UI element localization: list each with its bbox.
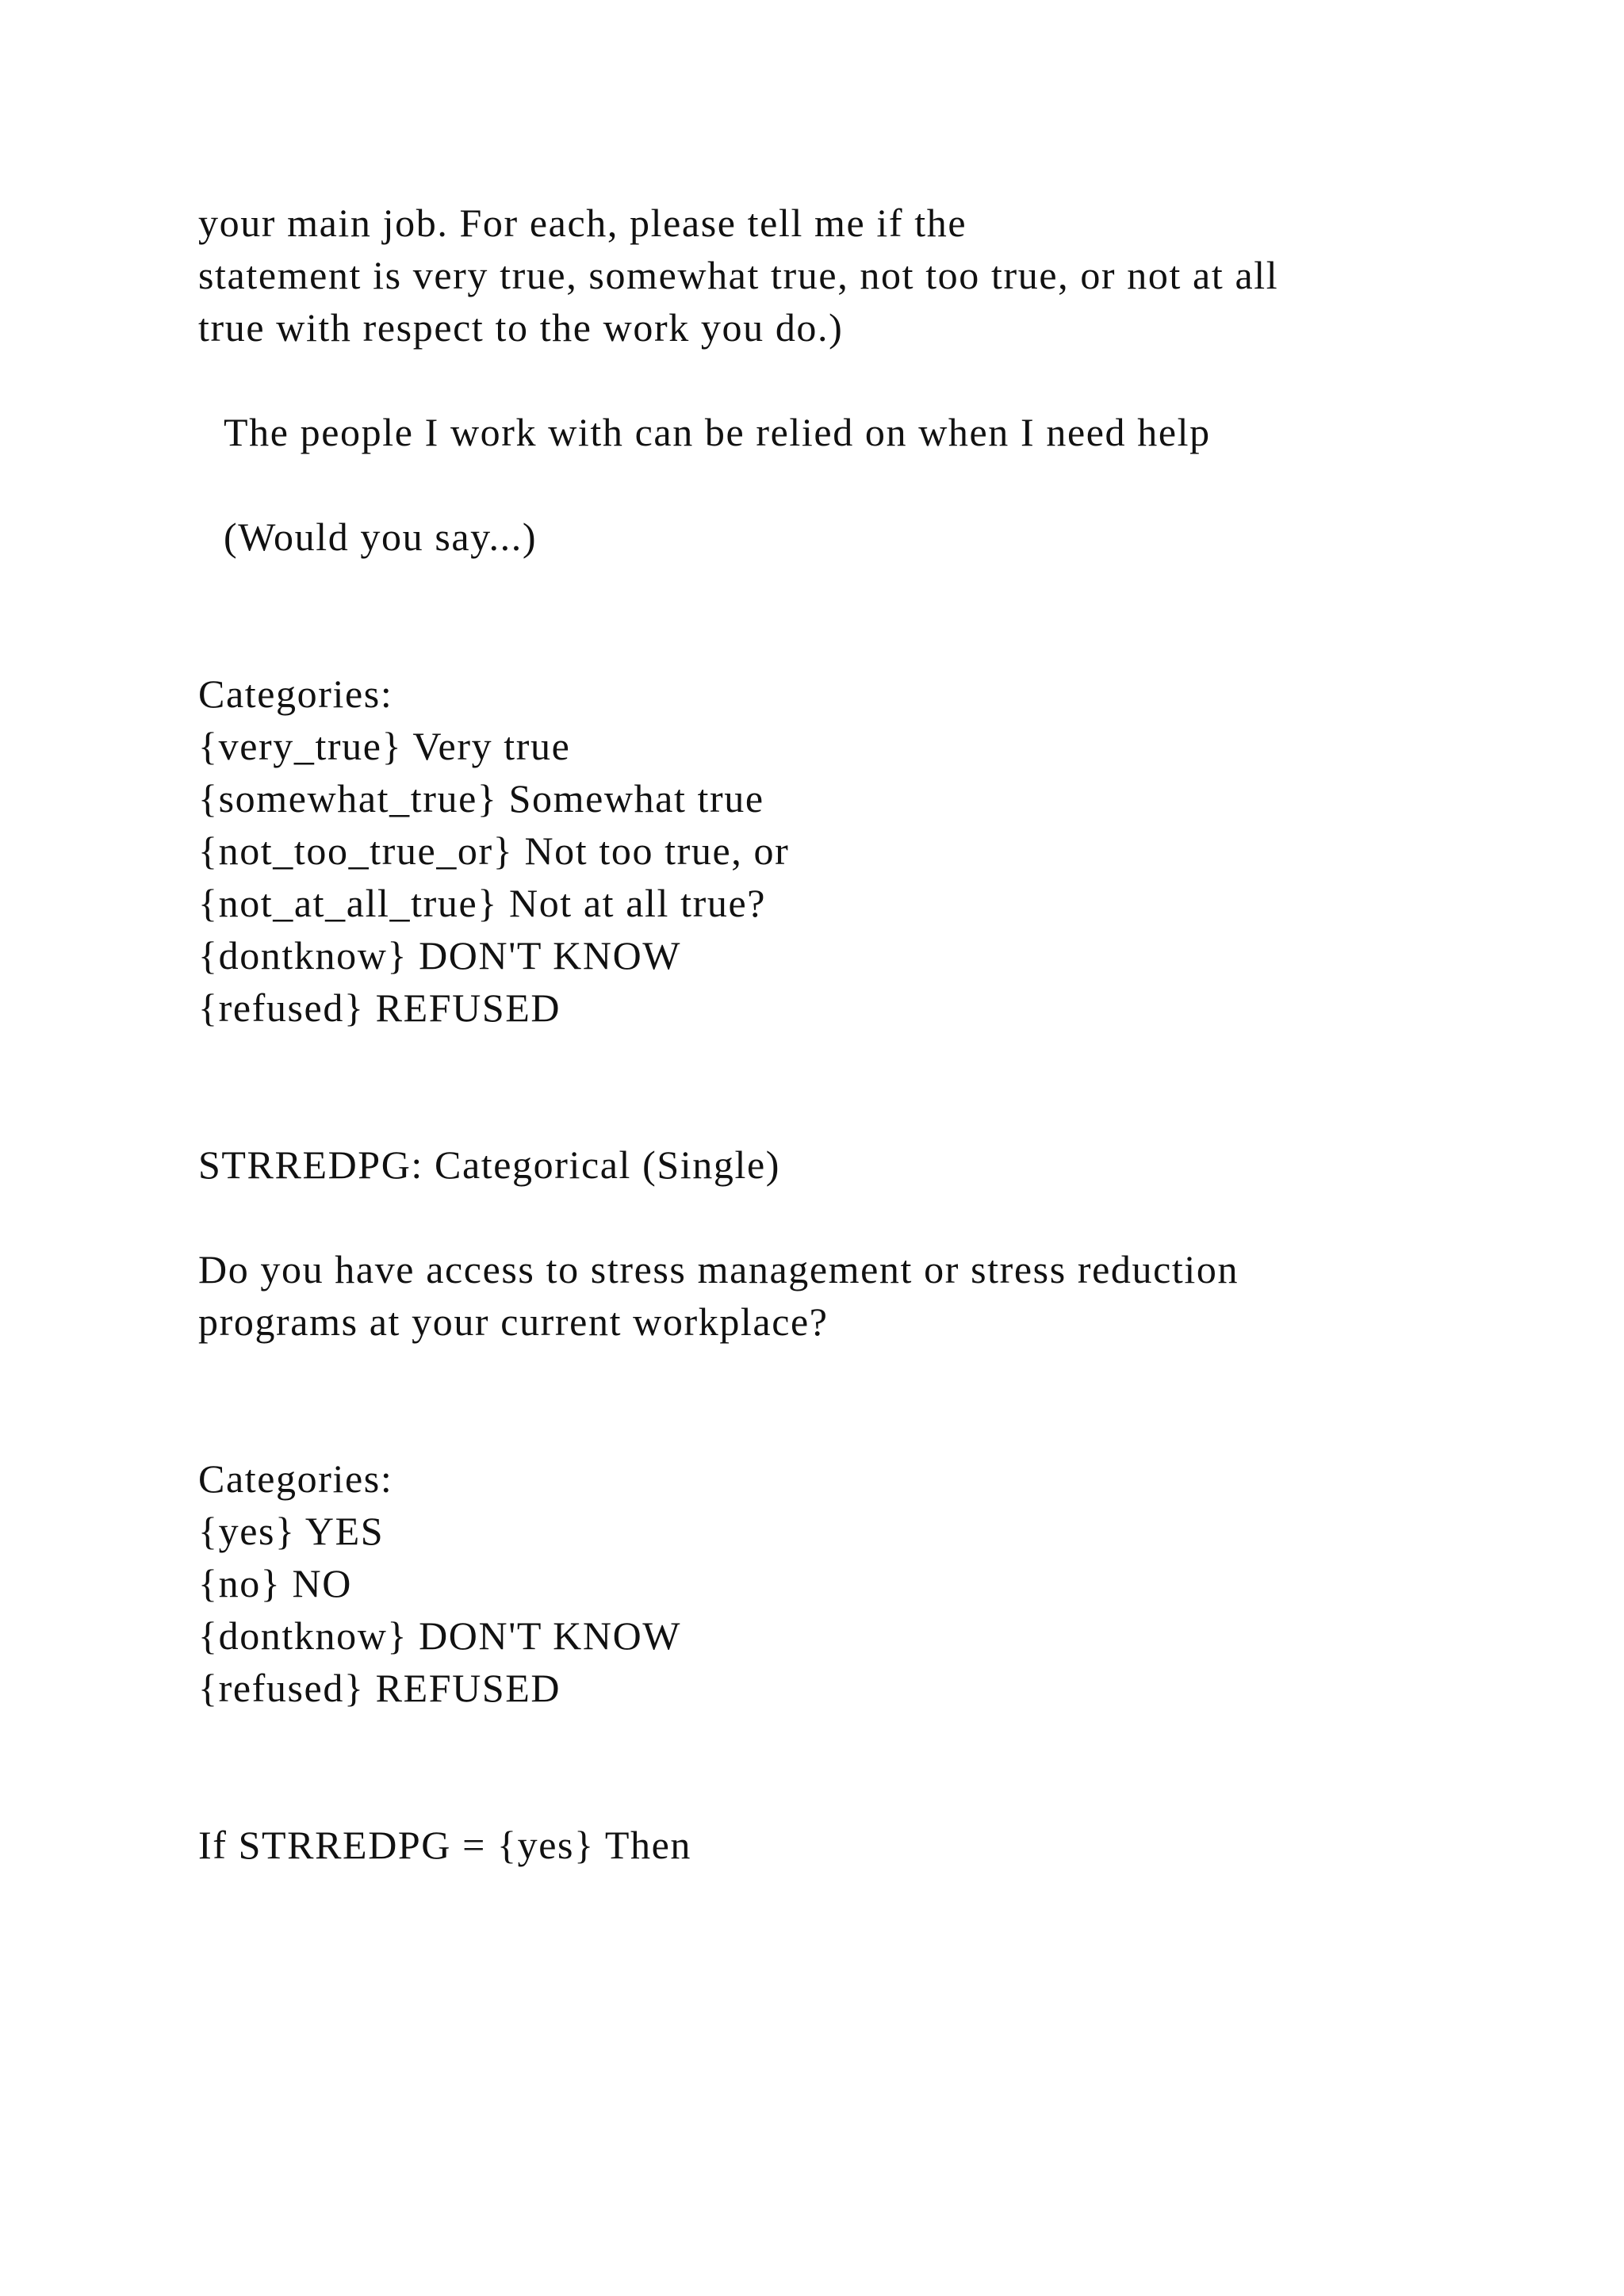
question-prompt: (Would you say...) xyxy=(224,515,538,559)
category-item: {no} NO xyxy=(198,1561,352,1605)
category-item: {not_too_true_or} Not too true, or xyxy=(198,828,790,873)
question-text-line-1: Do you have access to stress management or stress reduction xyxy=(198,1247,1239,1292)
question-statement: The people I work with can be relied on when I need help xyxy=(224,410,1211,454)
intro-line-1: your main job. For each, please tell me if the xyxy=(198,201,967,245)
intro-line-2: statement is very true, somewhat true, not too true, or not at all xyxy=(198,253,1279,297)
category-item: {somewhat_true} Somewhat true xyxy=(198,776,764,821)
question-header: STRREDPG: Categorical (Single) xyxy=(198,1142,781,1187)
intro-line-3: true with respect to the work you do.) xyxy=(198,305,844,350)
category-item: {dontknow} DON'T KNOW xyxy=(198,1613,682,1658)
category-item: {dontknow} DON'T KNOW xyxy=(198,933,682,978)
category-item: {yes} YES xyxy=(198,1509,385,1553)
question-text-line-2: programs at your current workplace? xyxy=(198,1299,829,1344)
category-item: {refused} REFUSED xyxy=(198,1666,561,1710)
category-item: {refused} REFUSED xyxy=(198,985,561,1030)
categories-heading: Categories: xyxy=(198,672,393,716)
category-item: {not_at_all_true} Not at all true? xyxy=(198,881,767,925)
categories-heading: Categories: xyxy=(198,1456,393,1501)
category-item: {very_true} Very true xyxy=(198,724,571,768)
condition-line: If STRREDPG = {yes} Then xyxy=(198,1823,691,1867)
